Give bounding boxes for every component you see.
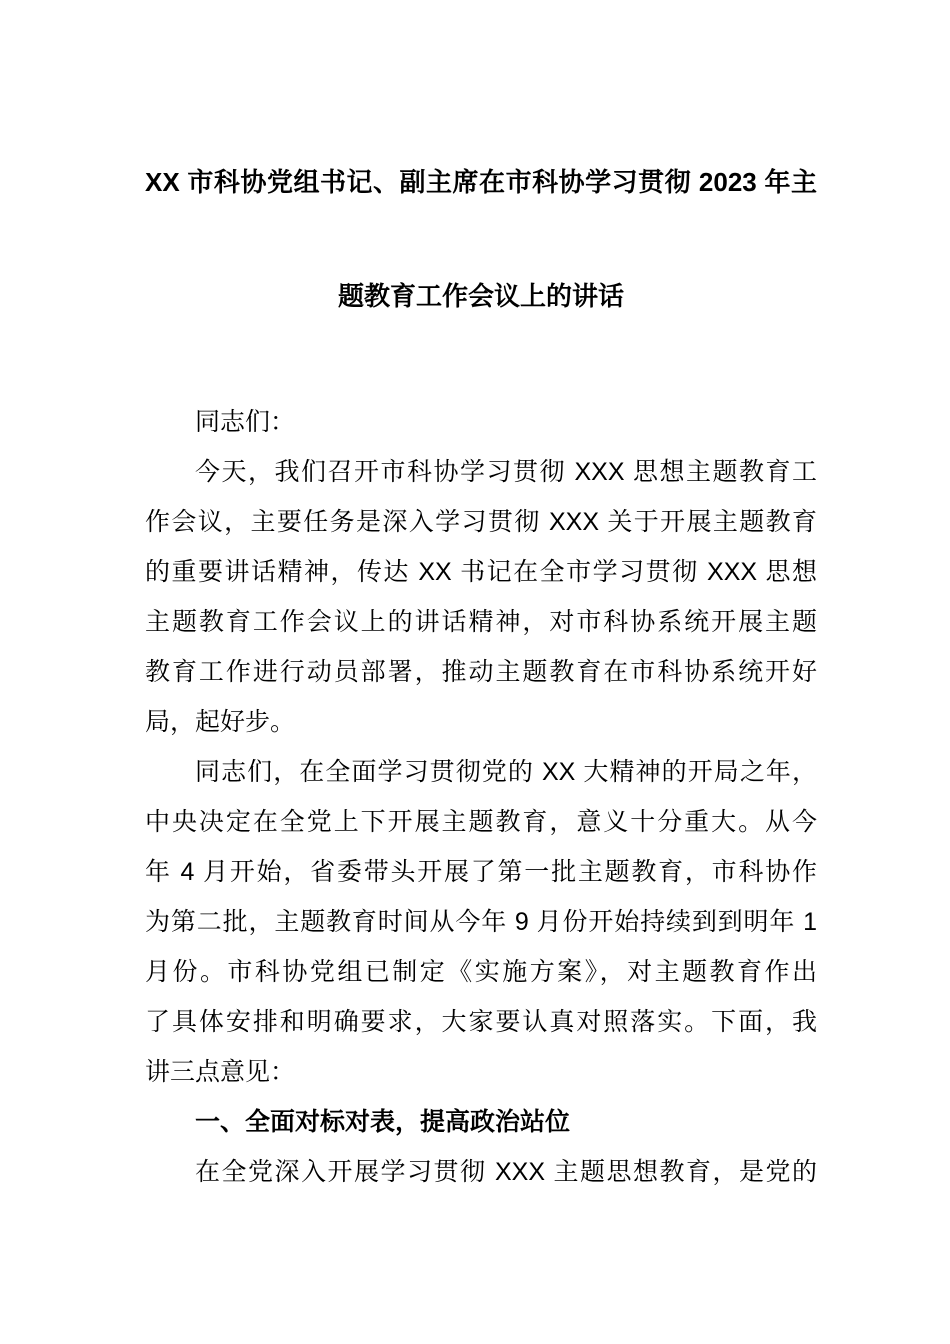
text-line: 教育工作进行动员部署，推动主题教育在市科协系统开好 xyxy=(145,658,817,686)
text-line: 中央决定在全党上下开展主题教育，意义十分重大。从今 xyxy=(145,808,817,836)
text-line: 同志们，在全面学习贯彻党的 XX 大精神的开局之年， xyxy=(195,758,817,786)
document-title xyxy=(145,0,817,353)
text-line: 月份。市科协党组已制定《实施方案》，对主题教育作出 xyxy=(145,958,817,986)
text-line: 年 4 月开始，省委带头开展了第一批主题教育，市科协作 xyxy=(145,858,817,886)
document-title-line-2: 题教育工作会议上的讲话 xyxy=(337,281,624,311)
text-line: 作会议，主要任务是深入学习贯彻 XXX 关于开展主题教育 xyxy=(145,508,817,536)
text-line: 为第二批，主题教育时间从今年 9 月份开始持续到到明年 1 xyxy=(145,908,817,936)
text-line: 同志们： xyxy=(195,408,296,436)
text-line: 一、全面对标对表，提高政治站位 xyxy=(195,1108,571,1136)
text-line: 在全党深入开展学习贯彻 XXX 主题思想教育，是党的 xyxy=(195,1158,817,1186)
text-line: 了具体安排和明确要求，大家要认真对照落实。下面，我 xyxy=(145,1008,817,1036)
text-line: 主题教育工作会议上的讲话精神，对市科协系统开展主题 xyxy=(145,608,817,636)
text-line: 局，起好步。 xyxy=(145,708,296,736)
text-line: 今天，我们召开市科协学习贯彻 XXX 思想主题教育工 xyxy=(195,458,817,486)
document-content xyxy=(145,0,817,1197)
document-body xyxy=(145,397,817,1197)
document-title-line-1: XX 市科协党组书记、副主席在市科协学习贯彻 2023 年主 xyxy=(145,167,817,197)
text-line: 的重要讲话精神，传达 XX 书记在全市学习贯彻 XXX 思想 xyxy=(145,558,817,586)
text-line: 讲三点意见： xyxy=(145,1058,296,1086)
